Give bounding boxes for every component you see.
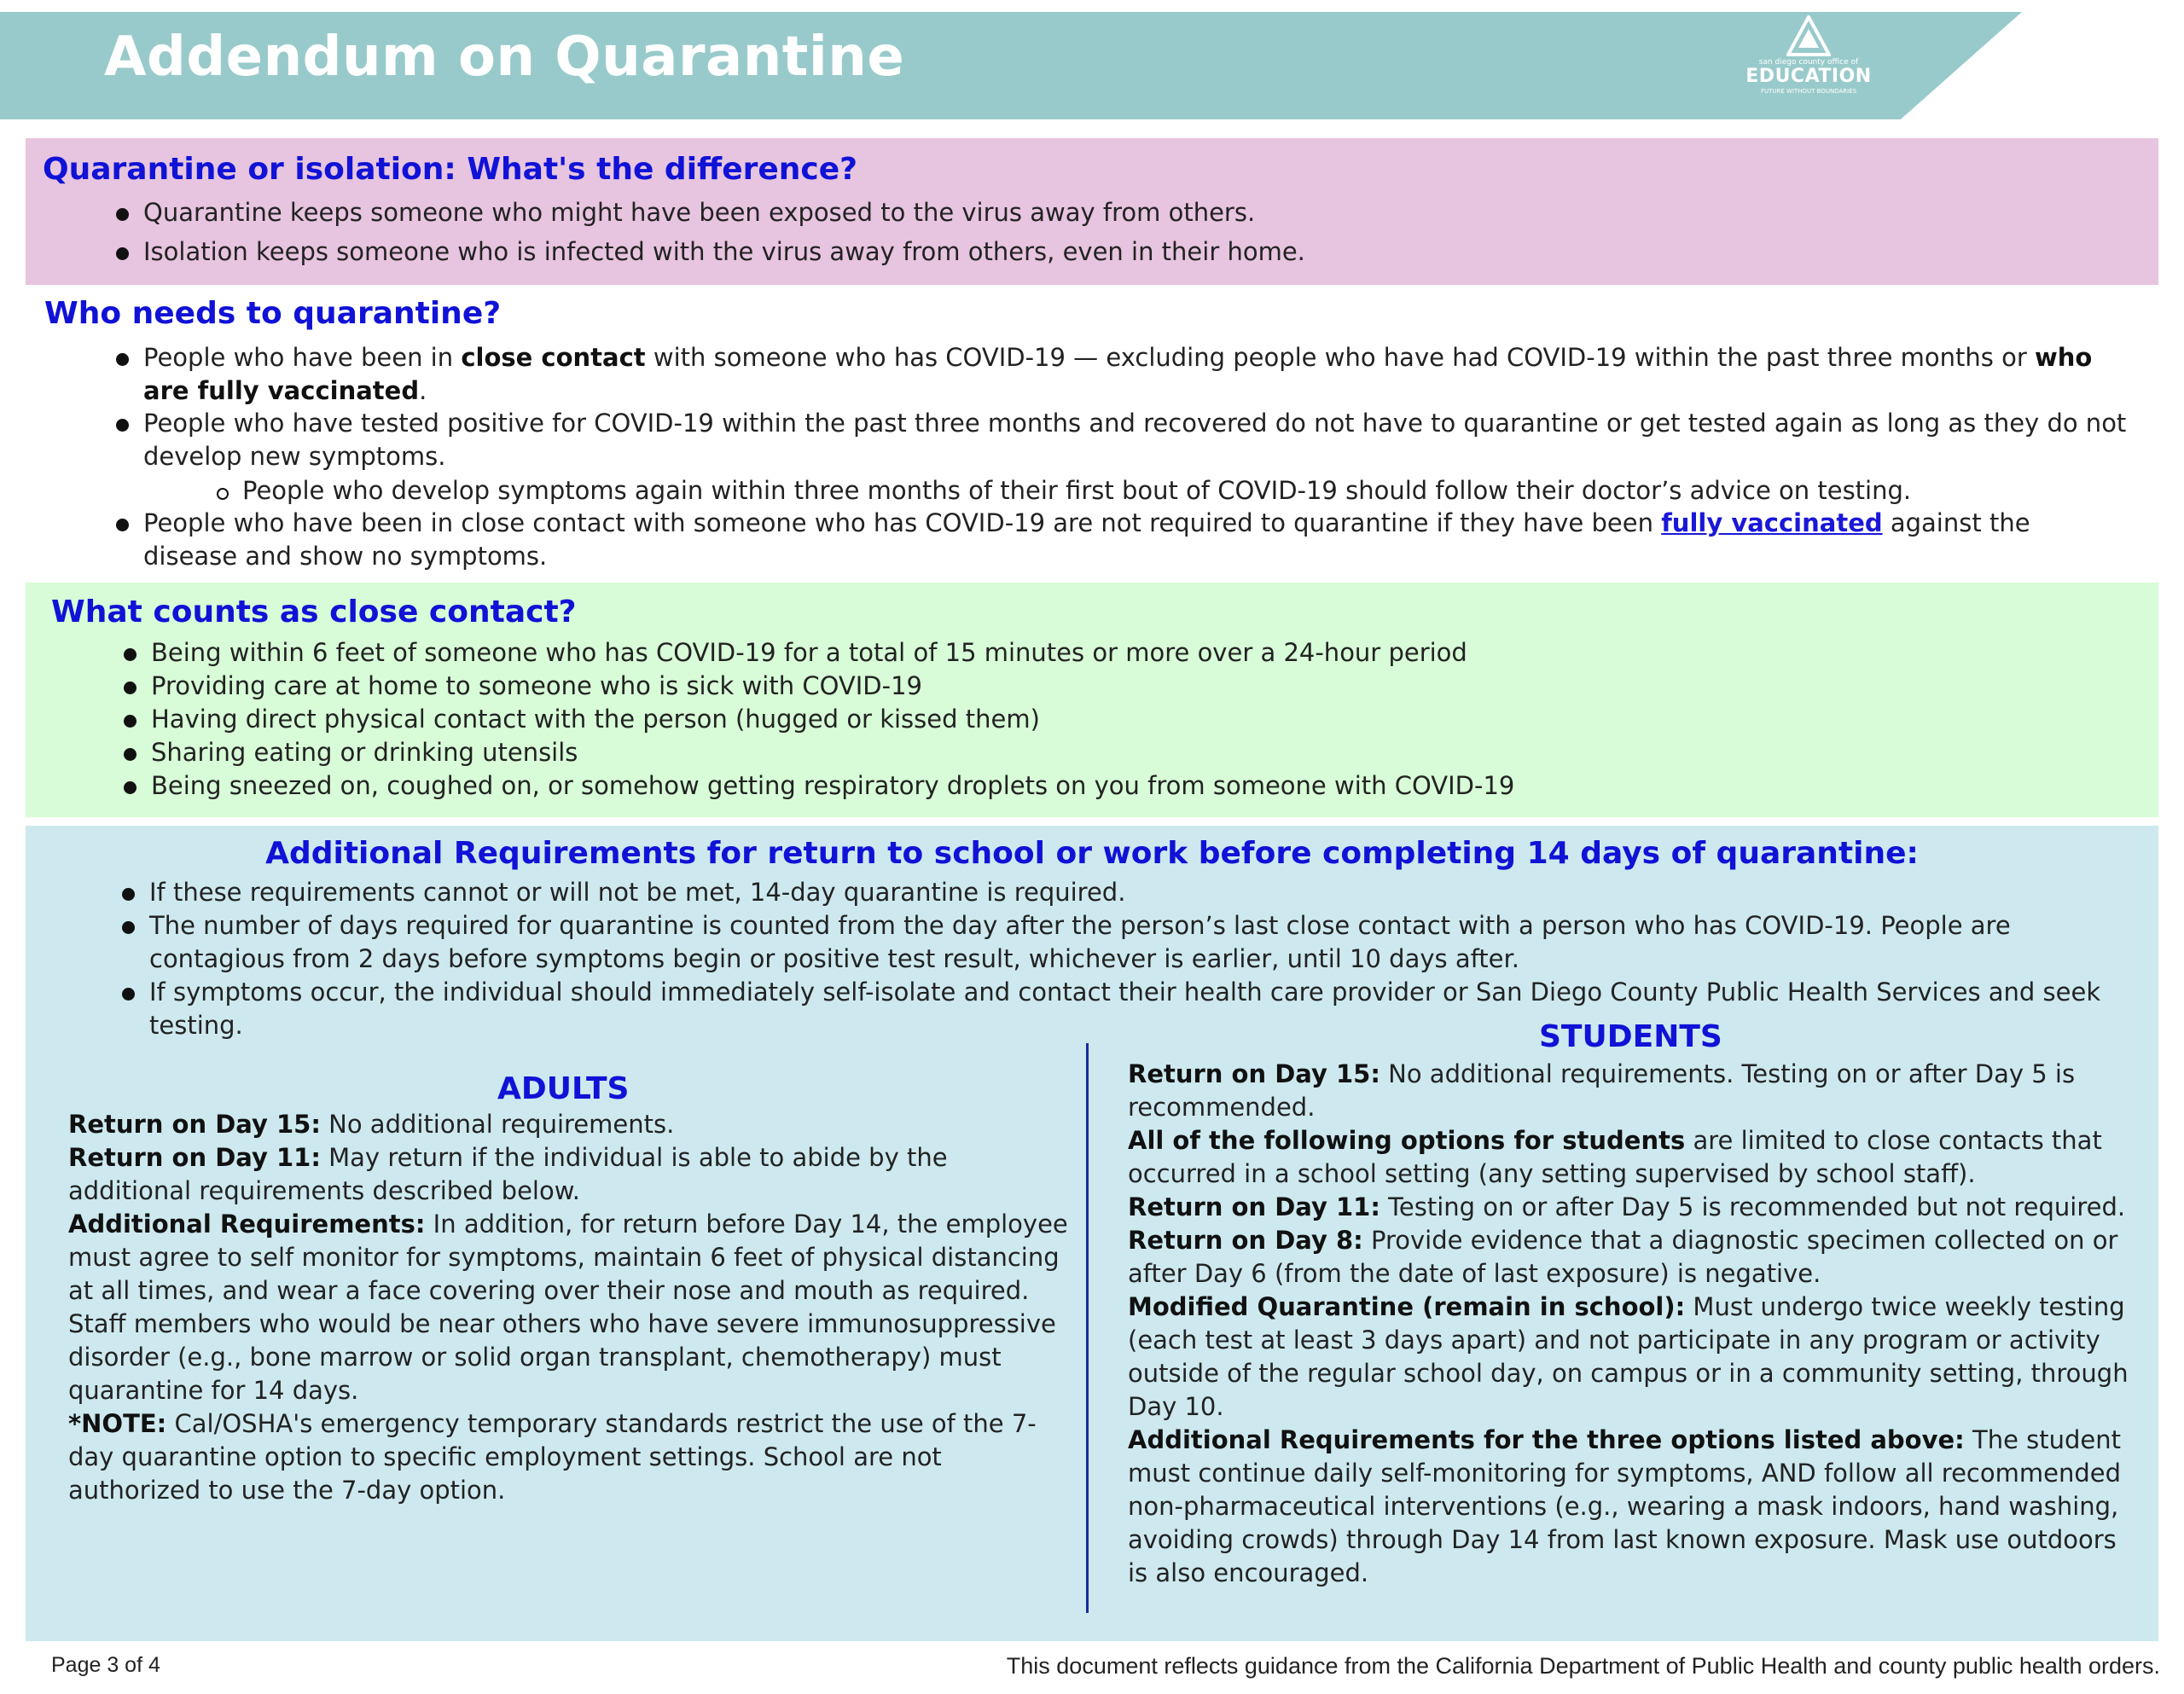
- bullet-icon: [122, 888, 135, 901]
- page-title: Addendum on Quarantine: [104, 26, 905, 89]
- logo-line-1: san diego county office of: [1758, 58, 1859, 67]
- who-bullet: People who have been in close contact with someone who has COVID-19 are not required to quarantine if they have been fully vaccinated against the disease and show no symptoms.: [143, 507, 2097, 573]
- bullet-icon: [116, 208, 129, 221]
- adults-day15: Return on Day 15: No additional requirements.: [68, 1110, 675, 1139]
- hollow-bullet-icon: [217, 488, 229, 500]
- bullet-icon: [124, 781, 136, 794]
- page-number: Page 3 of 4: [51, 1653, 160, 1677]
- adults-title: ADULTS: [497, 1071, 630, 1106]
- logo-line-3: FUTURE WITHOUT BOUNDARIES: [1760, 88, 1857, 95]
- adults-text: [68, 1108, 1075, 1507]
- adults-note: *NOTE: Cal/OSHA's emergency temporary standards restrict the use of the 7-day quarantine option to specific employment settings. School are not authorized to use the 7-day option.: [68, 1409, 1037, 1505]
- close-contact-bullet: Providing care at home to someone who is sick with COVID-19: [151, 670, 2113, 703]
- students-day15: Return on Day 15: No additional requirements. Testing on or after Day 5 is recommended.: [1128, 1059, 2076, 1122]
- additional-heading: Additional Requirements for return to school or work before completing 14 days of quarantine:: [265, 836, 1919, 871]
- difference-bullet: Quarantine keeps someone who might have been exposed to the virus away from others.: [143, 196, 2106, 229]
- adults-day11: Return on Day 11: May return if the individual is able to abide by the additional requirements described below.: [68, 1143, 948, 1205]
- fully-vaccinated-link[interactable]: fully vaccinated: [1661, 508, 1883, 537]
- bullet-icon: [124, 682, 136, 694]
- close-contact-bullet: Having direct physical contact with the person (hugged or kissed them): [151, 703, 2113, 736]
- difference-bullet: Isolation keeps someone who is infected with the virus away from others, even in their home.: [143, 235, 2106, 269]
- students-day8: Return on Day 8: Provide evidence that a diagnostic specimen collected on or after Day 6 (from the date of last exposure) is negative.: [1128, 1226, 2118, 1288]
- bullet-icon: [124, 648, 136, 661]
- adults-additional: Additional Requirements: In addition, for return before Day 14, the employee must agree to self monitor for symptoms, maintain 6 feet of physical distancing at all times, and wear a face covering over their nose and mouth as required. Staff members who would be near others who have severe immunosuppressive disorder (e.g., bone marrow or solid organ transplant, chemotherapy) must quarantine for 14 days.: [68, 1210, 1068, 1405]
- logo-line-2: EDUCATION: [1745, 66, 1872, 87]
- who-sub-bullet: People who develop symptoms again within three months of their first bout of COVID-19 should follow their doctor’s advice on testing.: [242, 474, 2153, 508]
- close-contact-heading: What counts as close contact?: [51, 595, 577, 629]
- bullet-icon: [124, 748, 136, 761]
- triangle-logo-icon: [1786, 15, 1831, 58]
- bullet-icon: [122, 988, 135, 1001]
- students-three-options: Additional Requirements for the three options listed above: The student must continue daily self-monitoring for symptoms, AND follow all recommended non-pharmaceutical interventions (e.g., wearing a mask indoors, hand washing, avoiding crowds) through Day 14 from last known exposure. Mask use outdoors is also encouraged.: [1128, 1425, 2121, 1587]
- students-title: STUDENTS: [1539, 1019, 1722, 1054]
- who-bullet: People who have tested positive for COVID-19 within the past three months and recovered do not have to quarantine or get tested again as long as they do not develop new symptoms.: [143, 407, 2148, 473]
- bullet-icon: [116, 247, 129, 260]
- students-text: [1128, 1058, 2143, 1590]
- additional-bullet: If these requirements cannot or will not be met, 14-day quarantine is required.: [149, 876, 2111, 909]
- additional-bullet: The number of days required for quarantine is counted from the day after the person’s last close contact with a person who has COVID-19. People are contagious from 2 days before symptoms begin or positive test result, whichever is earlier, until 10 days after.: [149, 909, 2111, 976]
- difference-heading: Quarantine or isolation: What's the difference?: [43, 152, 858, 187]
- additional-bullet: If symptoms occur, the individual should immediately self-isolate and contact their health care provider or San Diego County Public Health Services and seek testing.: [149, 976, 2111, 1042]
- close-contact-bullet: Sharing eating or drinking utensils: [151, 736, 2113, 769]
- footer-note: This document reflects guidance from the California Department of Public Health and county public health orders.: [1006, 1653, 2160, 1679]
- close-contact-bullet: Being sneezed on, coughed on, or somehow getting respiratory droplets on you from someone with COVID-19: [151, 769, 2113, 803]
- bullet-icon: [122, 921, 135, 934]
- who-heading: Who needs to quarantine?: [44, 296, 502, 331]
- bullet-icon: [124, 715, 136, 728]
- sdcoe-logo: [1740, 15, 1877, 111]
- who-bullet: People who have been in close contact with someone who has COVID-19 — excluding people who have had COVID-19 within the past three months or who are fully vaccinated.: [143, 341, 2097, 408]
- students-modified: Modified Quarantine (remain in school): Must undergo twice weekly testing (each test at least 3 days apart) and not participate in any program or activity outside of the regular school day, on campus or in a community setting, through Day 10.: [1128, 1292, 2129, 1421]
- bullet-icon: [116, 519, 129, 531]
- students-options: All of the following options for students are limited to close contacts that occurred in a school setting (any setting supervised by school staff).: [1128, 1126, 2102, 1188]
- close-contact-bullet: Being within 6 feet of someone who has COVID-19 for a total of 15 minutes or more over a 24-hour period: [151, 636, 2113, 670]
- bullet-icon: [116, 353, 129, 366]
- column-divider: [1086, 1043, 1089, 1613]
- bullet-icon: [116, 419, 129, 432]
- students-day11: Return on Day 11: Testing on or after Day 5 is recommended but not required.: [1128, 1192, 2126, 1221]
